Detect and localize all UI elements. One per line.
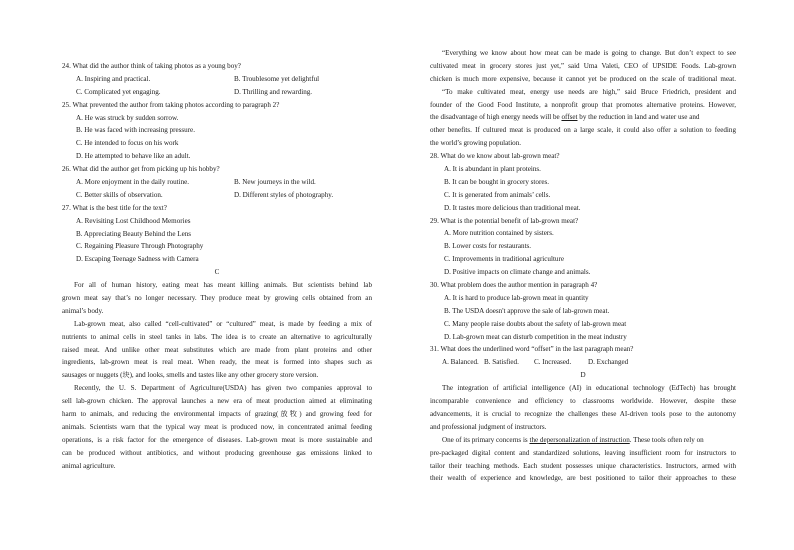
passage-c-p1-line2: grown meat say that’s no longer necessary. They produce meat by growing cells obtained from an [62, 294, 372, 303]
q26-option-c: C. Better skills of observation. [76, 190, 163, 199]
passage-c-p2-line3: raised meat. And unlike other meat substitutes which are made from plant proteins and other [62, 345, 372, 354]
passage-c-p5-line4: other benefits. If cultured meat is produced on a large scale, it could also offer a solution to feeding [430, 126, 736, 135]
q25-option-d: D. He attempted to behave like an adult. [76, 152, 191, 161]
q24-options-row1 [62, 73, 372, 86]
passage-c-p5-line2: founder of the Good Food Institute, a nonprofit group that promotes alternative proteins. However, [430, 100, 736, 109]
passage-c-p4-line1: “Everything we know about how meat can be made is going to change. But don’t expect to see [442, 49, 736, 57]
q31-option-c: C. Increased. [534, 358, 572, 367]
q26-option-a: A. More enjoyment in the daily routine. [76, 178, 190, 187]
q29-option-a: A. More nutrition contained by sisters. [444, 229, 554, 238]
passage-c-p5-line5: the world’s growing population. [430, 139, 522, 148]
q28-option-d: D. It tastes more delicious than traditional meat. [444, 203, 581, 212]
q25-option-c: C. He intended to focus on his work [76, 139, 179, 148]
passage-c-p3-line5: operations, is a risk factor for the emergence of diseases. Lab-grown meat is more sustainable and [62, 435, 372, 444]
q25-option-b: B. He was faced with increasing pressure. [76, 126, 195, 135]
passage-c-p5-line1: “To make cultivated meat, energy use needs are high,” said Bruce Friedrich, president and [442, 87, 736, 96]
q27-option-a: A. Revisiting Lost Childhood Memories [76, 216, 191, 225]
q31-option-a: A. Balanced. [442, 358, 479, 367]
question-26: 26. What did the author get from picking up his hobby? [62, 165, 220, 174]
q31-option-b: B. Satisfied. [484, 358, 519, 367]
passage-c-p2-line5: sausages or nuggets (块), and looks, smells and tastes like any other grocery store version. [62, 371, 319, 380]
q24-options-row2 [62, 86, 372, 99]
q28-option-c: C. It is generated from animals’ cells. [444, 190, 551, 199]
passage-d-p2-line4: their wealth of experience and knowledge, are best positioned to tailor their approaches to these [430, 474, 736, 483]
p7-line1-start: One of its primary concerns is [442, 435, 530, 444]
q28-option-b: B. It can be bought in grocery stores. [444, 177, 549, 186]
question-25: 25. What prevented the author from taking photos according to paragraph 2? [62, 100, 280, 109]
passage-d-p2-line1 [430, 434, 736, 447]
q29-option-c: C. Improvements in traditional agriculture [444, 255, 564, 264]
q26-option-d: D. Different styles of photography. [234, 190, 334, 199]
q31-option-d: D. Exchanged [588, 358, 629, 367]
passage-c-p5-line3 [430, 111, 736, 124]
passage-c-p1-line3: animal’s body. [62, 306, 104, 315]
question-27: 27. What is the best title for the text? [62, 203, 167, 212]
question-28: 28. What do we know about lab-grown meat? [430, 152, 560, 161]
right-column [430, 47, 736, 485]
q28-option-a: A. It is abundant in plant proteins. [444, 165, 541, 174]
q24-option-d: D. Thrilling and rewarding. [234, 87, 313, 96]
q29-option-b: B. Lower costs for restaurants. [444, 242, 532, 251]
passage-c-p3-line6: can be produced without antibiotics, and without producing greenhouse gas emissions linked to [62, 448, 372, 457]
passage-c-p2-line2: nutrients to animal cells in steel tanks in labs. The idea is to create an alternative to agriculturally [62, 332, 372, 341]
q24-option-a: A. Inspiring and practical. [76, 74, 151, 83]
p5-line3-end: by the reduction in land and water use and [577, 113, 700, 122]
p7-line1-end: . These tools often rely on [629, 435, 704, 444]
q27-option-d: D. Escaping Teenage Sadness with Camera [76, 255, 199, 264]
q26-option-b: B. New journeys in the wild. [234, 178, 316, 187]
question-29: 29. What is the potential benefit of lab-grown meat? [430, 216, 579, 225]
q30-option-a: A. It is hard to produce lab-grown meat in quantity [444, 293, 589, 302]
passage-d-p1-line4: and professional judgment of instructors. [430, 422, 547, 431]
question-31: 31. What does the underlined word “offset” in the last paragraph mean? [430, 345, 634, 354]
q24-option-c: C. Complicated yet engaging. [76, 87, 161, 96]
underlined-depersonalization: the depersonalization of instruction [529, 435, 630, 444]
passage-d-p1-line1: The integration of artificial intelligence (AI) in educational technology (EdTech) has brought [442, 384, 736, 393]
passage-c-p3-line2: sell lab-grown chicken. The approval launches a new era of meat production aimed at eliminating [62, 397, 372, 406]
q25-option-a: A. He was struck by sudden sorrow. [76, 113, 179, 122]
q30-option-c: C. Many people raise doubts about the safety of lab-grown meat [444, 319, 627, 328]
underlined-offset: offset [561, 113, 578, 122]
p5-line3-start: the disadvantage of high energy needs will be [430, 113, 560, 122]
passage-d-p1-line2: incomparable convenience and efficiency to classrooms worldwide. However, despite these [430, 397, 736, 406]
passage-d-p2-line2: pre-packaged digital content and standardized solutions, leaving insufficient room for instructors to [430, 448, 736, 457]
left-column [62, 60, 372, 473]
passage-c-p4-line2: cultivated meat in grocery stores just yet,” said Uma Valeti, CEO of UPSIDE Foods. Lab-grown [430, 61, 736, 70]
section-d-heading: D [580, 371, 586, 380]
q26-options-row1 [62, 176, 372, 189]
section-c-heading: C [214, 268, 220, 277]
q30-option-b: B. The USDA doesn't approve the sale of lab-grown meat. [444, 306, 610, 315]
q26-options-row2 [62, 189, 372, 202]
q31-options [430, 356, 736, 369]
passage-d-p2-line3: tailor their teaching methods. Each student possesses unique characteristics. Instructors, armed with [430, 461, 736, 470]
passage-c-p2-line1: Lab-grown meat, also called “cell-cultivated” or “cultured” meat, is made by feeding a mix of [74, 319, 372, 328]
question-30: 30. What problem does the author mention in paragraph 4? [430, 281, 598, 290]
passage-c-p3-line4: animals. Scientists warn that the typical way meat is produced now, in concentrated animal feeding [62, 422, 372, 431]
passage-c-p3-line7: animal agriculture. [62, 461, 116, 470]
question-24: 24. What did the author think of taking photos as a young boy? [62, 62, 241, 70]
passage-c-p2-line4: ingredients, lab-grown meat is real meat. When ready, the meat is formed into shapes such as [62, 358, 372, 367]
q29-option-d: D. Positive impacts on climate change and animals. [444, 268, 591, 277]
passage-c-p4-line3: chicken is much more expensive, because it cannot yet be produced on the scale of traditional meat. [430, 74, 736, 83]
passage-c-p1-line1: For all of human history, eating meat has meant killing animals. But scientists behind lab [74, 281, 372, 290]
q24-option-b: B. Troublesome yet delightful [234, 74, 320, 83]
passage-c-p3-line3: harm to animals, and reducing the environmental impacts of grazing(放牧) and growing feed for [62, 410, 372, 419]
q30-option-d: D. Lab-grown meat can disturb competition in the meat industry [444, 332, 627, 341]
q27-option-c: C. Regaining Pleasure Through Photography [76, 242, 204, 251]
passage-d-p1-line3: advancements, it is crucial to recognize the challenges these AI-driven tools pose to the autonomy [430, 409, 736, 418]
q27-option-b: B. Appreciating Beauty Behind the Lens [76, 229, 192, 238]
passage-c-p3-line1: Recently, the U. S. Department of Agriculture(USDA) has given two companies approval to [74, 384, 372, 393]
